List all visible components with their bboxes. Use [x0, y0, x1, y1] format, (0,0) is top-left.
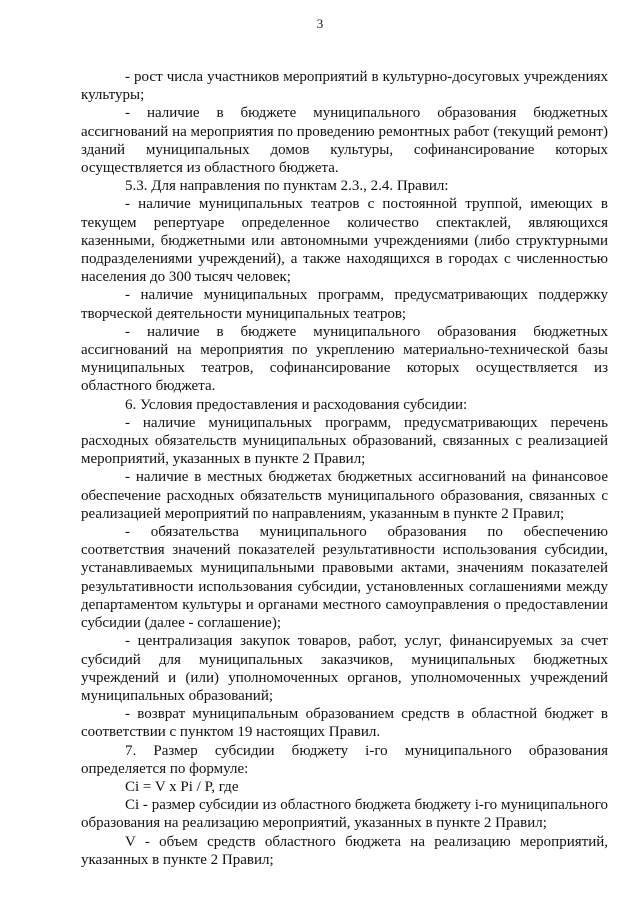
- paragraph: 5.3. Для направления по пунктам 2.3., 2.4. Правил:: [125, 178, 449, 195]
- paragraph: - централизация закупок товаров, работ, услуг, финансируемых за счет субсидий для муниципальных заказчиков, муниципальных бюджетных учреждений и (или) уполномоченных органов, уполномоченных учреждений муниципальных образований;: [81, 633, 608, 704]
- paragraph: - наличие в местных бюджетах бюджетных ассигнований на финансовое обеспечение расходных обязательств муниципального образования, связанных с реализацией мероприятий по направлениям, указанным в пункте 2 Правил;: [81, 469, 608, 522]
- paragraph: 6. Условия предоставления и расходования субсидии:: [125, 396, 468, 413]
- paragraph: V - объем средств областного бюджета на реализацию мероприятий, указанных в пункте 2 Правил;: [81, 833, 608, 868]
- paragraph: - наличие в бюджете муниципального образования бюджетных ассигнований на мероприятия по проведению ремонтных работ (текущий ремонт) зданий муниципальных домов культуры, софинансирование которых осуществляется из областного бюджета.: [81, 105, 608, 177]
- page-number: 3: [316, 16, 324, 31]
- formula: Ci = V x Pi / P, где: [125, 778, 239, 795]
- paragraph: 7. Размер субсидии бюджету i-го муниципального образования определяется по формуле:: [81, 742, 608, 777]
- paragraph: - наличие муниципальных программ, предусматривающих поддержку творческой деятельности муниципальных театров;: [81, 287, 608, 322]
- document-body: [81, 68, 608, 869]
- paragraph: - возврат муниципальным образованием средств в областной бюджет в соответствии с пунктом 19 настоящих Правил.: [81, 706, 608, 741]
- paragraph: - обязательства муниципального образования по обеспечению соответствия значений показателей результативности использования субсидии, устанавливаемых муниципальными правовыми актами, значениям показателей результативности использования субсидии, установленных соглашениями между департаментом культуры и органами местного самоуправления о предоставлении субсидии (далее - соглашение);: [81, 524, 608, 632]
- paragraph: - наличие муниципальных театров с постоянной труппой, имеющих в текущем репертуаре определенное количество спектаклей, являющихся казенными, бюджетными или автономными учреждениями (либо структурными подразделениями учреждений), а также находящихся в городах с численностью населения до 300 тысяч человек;: [81, 196, 608, 286]
- paragraph: - рост числа участников мероприятий в культурно-досуговых учреждениях культуры;: [81, 69, 608, 104]
- paragraph: - наличие муниципальных программ, предусматривающих перечень расходных обязательств муниципальных образований, связанных с реализацией мероприятий, указанных в пункте 2 Правил;: [81, 414, 608, 468]
- paragraph: Ci - размер субсидии из областного бюджета бюджету i-го муниципального образования на реализацию мероприятий, указанных в пункте 2 Правил;: [81, 797, 608, 832]
- paragraph: - наличие в бюджете муниципального образования бюджетных ассигнований на мероприятия по укреплению материально-технической базы муниципальных театров, софинансирование которых осуществляется из областного бюджета.: [81, 323, 608, 395]
